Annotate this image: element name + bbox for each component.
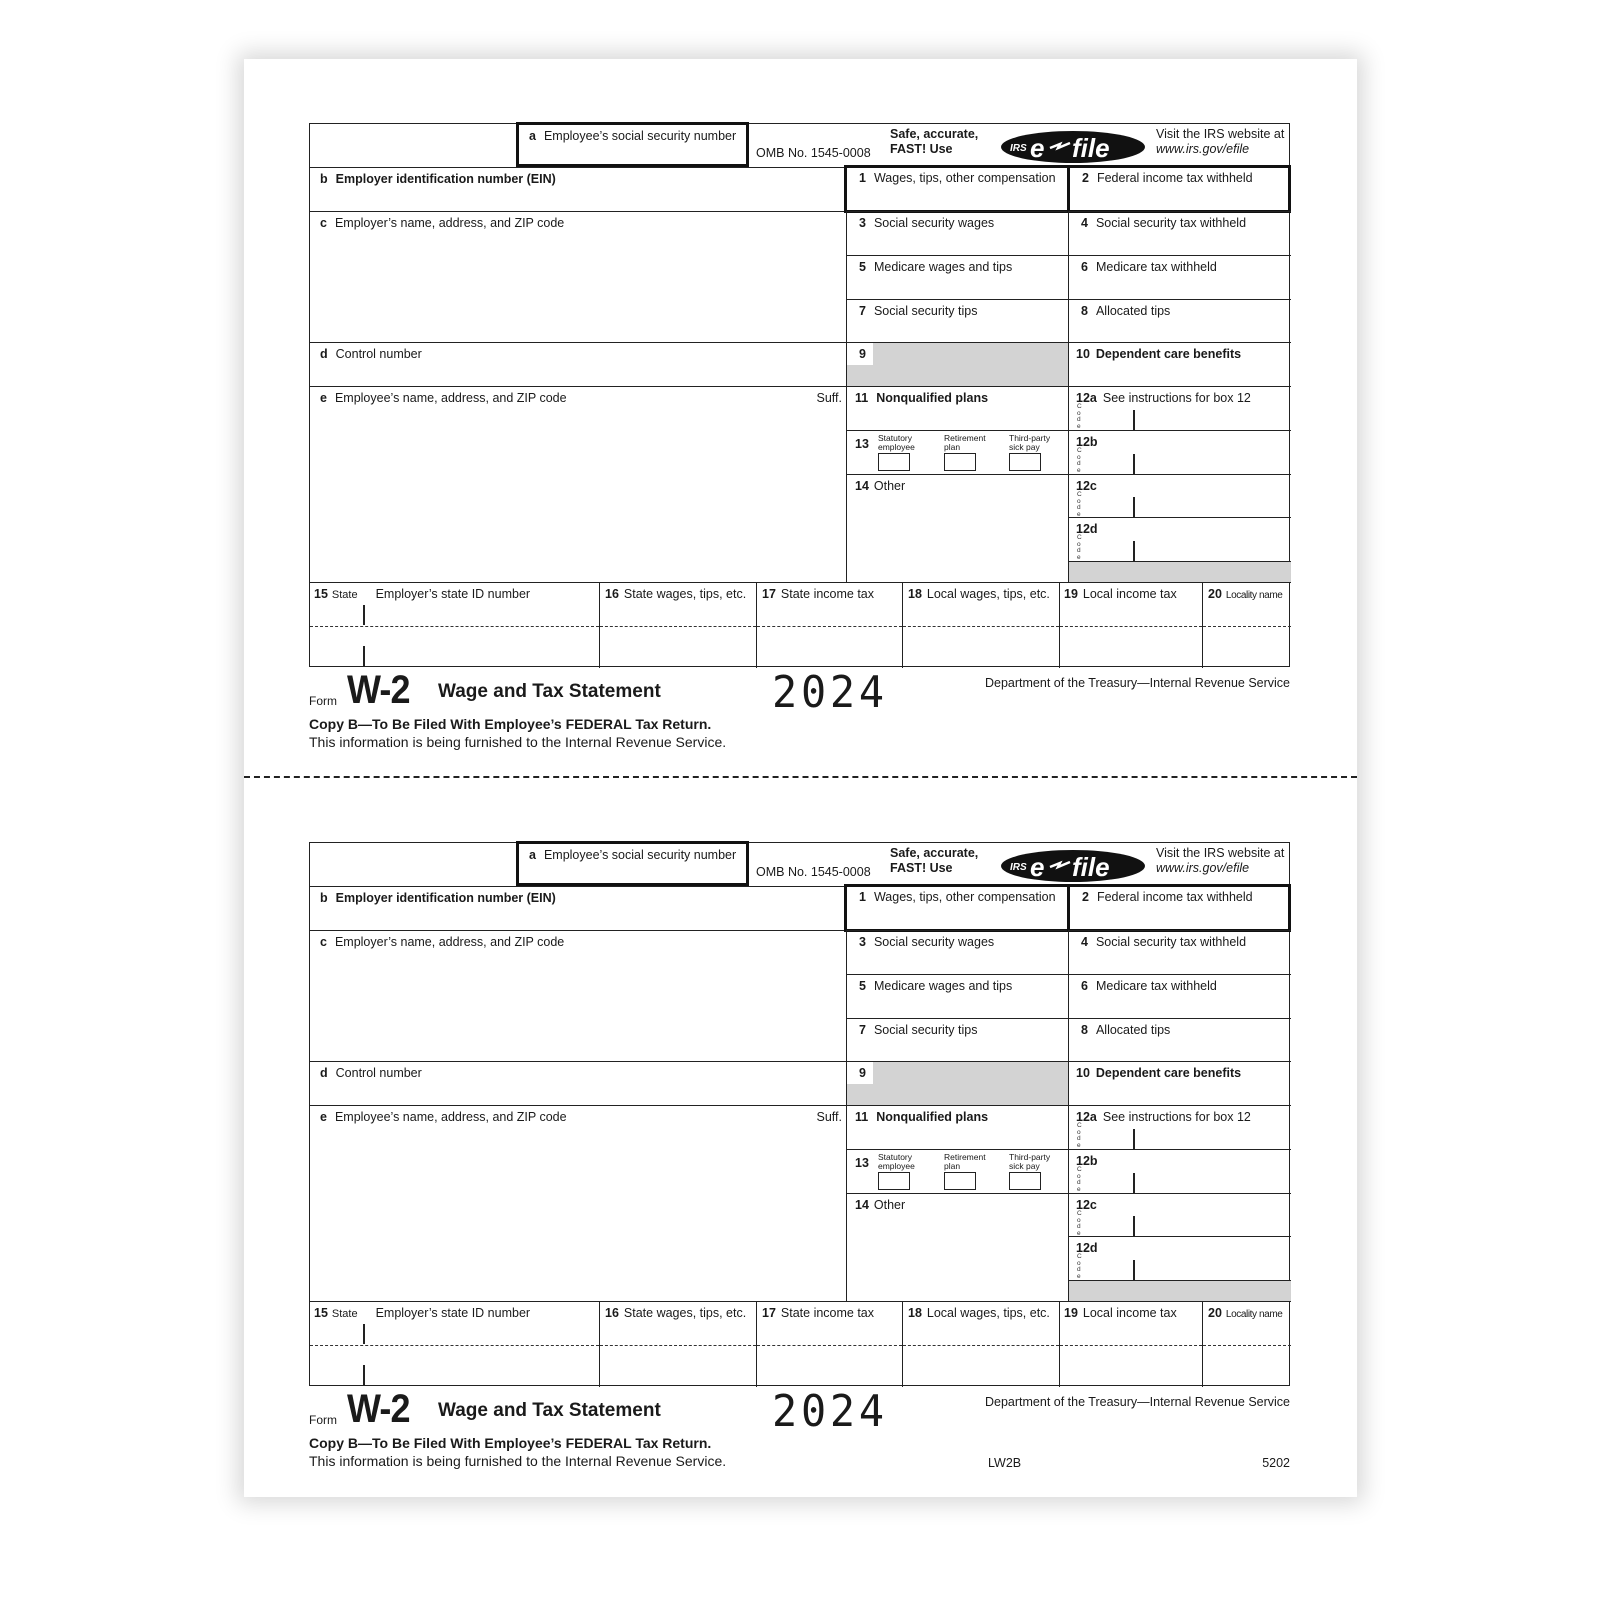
box-17-label: State income tax xyxy=(780,587,875,601)
box-number: 2 xyxy=(1082,890,1089,904)
box-18-local-wages[interactable] xyxy=(902,1301,1059,1387)
state-label: State xyxy=(331,589,358,601)
box-a-label: Employee’s social security number xyxy=(543,129,737,143)
svg-text:file: file xyxy=(1072,133,1110,163)
box-c-label: Employer’s name, address, and ZIP code xyxy=(334,216,565,230)
box-number: 12b xyxy=(1076,435,1098,449)
form-name-w2: W-2 xyxy=(347,668,410,712)
box-e-label: Employee’s name, address, and ZIP code xyxy=(334,1110,567,1124)
box-6-medicare-tax[interactable] xyxy=(1068,974,1291,1018)
row-separator xyxy=(757,626,902,627)
box-17-state-tax[interactable] xyxy=(756,582,902,668)
box-8-label: Allocated tips xyxy=(1095,1023,1171,1037)
box-4-ss-tax[interactable] xyxy=(1068,930,1291,974)
irs-visit-note xyxy=(1156,846,1284,876)
box-a-label: Employee’s social security number xyxy=(543,848,737,862)
box-19-local-tax[interactable] xyxy=(1059,1301,1202,1387)
box-2-federal-tax[interactable] xyxy=(1067,884,1291,932)
box-number: 9 xyxy=(859,347,866,361)
box-number: 3 xyxy=(859,216,866,230)
box-11-nonqualified[interactable] xyxy=(846,386,1068,430)
suffix-label: Suff. xyxy=(816,391,842,405)
box-number: 11 xyxy=(855,391,869,405)
box-1-wages[interactable] xyxy=(844,165,1070,213)
box-7-label: Social security tips xyxy=(873,1023,978,1037)
statutory-employee-checkbox[interactable] xyxy=(878,1172,910,1190)
box-number: 6 xyxy=(1081,260,1088,274)
copy-b-line: Copy B—To Be Filed With Employee’s FEDERAL Tax Return. xyxy=(309,716,712,732)
box-2-federal-tax[interactable] xyxy=(1067,165,1291,213)
box-number: 13 xyxy=(855,437,869,451)
box-9-reserved xyxy=(846,342,1068,386)
box-19-local-tax[interactable] xyxy=(1059,582,1202,668)
code-divider xyxy=(1133,497,1135,517)
box-11-label: Nonqualified plans xyxy=(876,391,989,405)
box-16-label: State wages, tips, etc. xyxy=(623,587,747,601)
box-18-label: Local wages, tips, etc. xyxy=(926,587,1050,601)
box-letter: a xyxy=(529,848,536,862)
code-divider xyxy=(1133,410,1135,430)
form-word: Form xyxy=(309,694,337,708)
box-19-label: Local income tax xyxy=(1082,587,1177,601)
row-separator xyxy=(757,1345,902,1346)
state-divider-1 xyxy=(363,605,365,625)
box-12a-label: See instructions for box 12 xyxy=(1102,391,1251,405)
tax-year: 2024 xyxy=(772,1386,888,1437)
box-number: 18 xyxy=(908,587,922,601)
box-letter: c xyxy=(320,935,327,949)
box-number: 19 xyxy=(1064,587,1078,601)
box-letter: e xyxy=(320,1110,327,1124)
info-line: This information is being furnished to the Internal Revenue Service. xyxy=(309,1453,727,1469)
code-label: C o d e xyxy=(1077,1166,1082,1193)
row-separator xyxy=(600,626,756,627)
svg-text:IRS: IRS xyxy=(1010,143,1027,154)
code-divider xyxy=(1133,1129,1135,1149)
efile-tagline-1: Safe, accurate, xyxy=(890,846,979,860)
tax-year: 2024 xyxy=(772,667,888,718)
box-number: 12a xyxy=(1076,391,1097,405)
efile-tagline-1: Safe, accurate, xyxy=(890,127,979,141)
box-12-shaded-area xyxy=(1068,561,1291,582)
box-number: 8 xyxy=(1081,1023,1088,1037)
box-number: 12a xyxy=(1076,1110,1097,1124)
box-16-label: State wages, tips, etc. xyxy=(623,1306,747,1320)
box-b-ein[interactable] xyxy=(310,167,846,211)
box-7-ss-tips[interactable] xyxy=(846,299,1068,342)
irs-visit-note xyxy=(1156,127,1284,157)
statutory-label: Statutory employee xyxy=(878,1152,915,1171)
box-number: 19 xyxy=(1064,1306,1078,1320)
box-4-label: Social security tax withheld xyxy=(1095,935,1247,949)
box-b-label: Employer identification number (EIN) xyxy=(335,172,556,186)
box-number: 7 xyxy=(859,1023,866,1037)
box-letter: d xyxy=(320,347,328,361)
box-18-local-wages[interactable] xyxy=(902,582,1059,668)
code-divider xyxy=(1133,1260,1135,1280)
box-13-checkboxes xyxy=(846,430,1068,474)
row-separator xyxy=(310,626,599,627)
box-c-employer-name[interactable] xyxy=(310,211,846,342)
code-divider xyxy=(1133,541,1135,561)
box-number: 7 xyxy=(859,304,866,318)
box-1-wages[interactable] xyxy=(844,884,1070,932)
box-e-employee-name[interactable] xyxy=(310,386,846,582)
irs-efile-logo-icon xyxy=(1000,130,1146,164)
box-number: 17 xyxy=(762,1306,776,1320)
efile-tagline-2: FAST! Use xyxy=(890,142,953,156)
statutory-label: Statutory employee xyxy=(878,433,915,452)
box-20-locality[interactable] xyxy=(1202,582,1291,668)
box-number: 3 xyxy=(859,935,866,949)
box-19-label: Local income tax xyxy=(1082,1306,1177,1320)
box-c-employer-name[interactable] xyxy=(310,930,846,1061)
svg-text:file: file xyxy=(1072,852,1110,882)
suffix-label: Suff. xyxy=(816,1110,842,1124)
box-letter: b xyxy=(320,891,328,905)
box-number: 18 xyxy=(908,1306,922,1320)
box-14-other[interactable] xyxy=(846,474,1068,582)
state-divider-1 xyxy=(363,1324,365,1344)
box-16-state-wages[interactable] xyxy=(599,582,756,668)
box-5-label: Medicare wages and tips xyxy=(873,979,1013,993)
box-letter: a xyxy=(529,129,536,143)
box-14-label: Other xyxy=(873,479,906,493)
retirement-label: Retirement plan xyxy=(944,433,986,452)
row-separator xyxy=(1203,1345,1291,1346)
box-3-ss-wages[interactable] xyxy=(846,930,1068,974)
box-3-label: Social security wages xyxy=(873,935,995,949)
box-17-label: State income tax xyxy=(780,1306,875,1320)
box-letter: c xyxy=(320,216,327,230)
box-12d[interactable] xyxy=(1068,517,1291,561)
box-b-label: Employer identification number (EIN) xyxy=(335,891,556,905)
retirement-label: Retirement plan xyxy=(944,1152,986,1171)
box-letter: e xyxy=(320,391,327,405)
box-c-label: Employer’s name, address, and ZIP code xyxy=(334,935,565,949)
box-15-label: Employer’s state ID number xyxy=(375,1306,531,1320)
box-letter: d xyxy=(320,1066,328,1080)
box-17-state-tax[interactable] xyxy=(756,1301,902,1387)
form-code-right: 5202 xyxy=(1262,1456,1290,1470)
box-5-label: Medicare wages and tips xyxy=(873,260,1013,274)
box-number: 4 xyxy=(1081,216,1088,230)
box-2-label: Federal income tax withheld xyxy=(1096,171,1253,185)
box-number: 16 xyxy=(605,1306,619,1320)
box-number: 2 xyxy=(1082,171,1089,185)
box-15-state[interactable] xyxy=(310,1301,599,1387)
row-separator xyxy=(600,1345,756,1346)
box-e-employee-name[interactable] xyxy=(310,1105,846,1301)
box-9-reserved xyxy=(846,1061,1068,1105)
box-1-label: Wages, tips, other compensation xyxy=(873,890,1056,904)
box-6-label: Medicare tax withheld xyxy=(1095,979,1217,993)
box-a-ssn[interactable] xyxy=(516,841,749,886)
box-3-ss-wages[interactable] xyxy=(846,211,1068,255)
code-label: C o d e xyxy=(1077,534,1082,561)
box-number: 17 xyxy=(762,587,776,601)
w2-copy-bottom xyxy=(309,842,1290,1477)
box-10-label: Dependent care benefits xyxy=(1095,347,1242,361)
box-e-label: Employee’s name, address, and ZIP code xyxy=(334,391,567,405)
box-15-state[interactable] xyxy=(310,582,599,668)
box-number: 15 xyxy=(314,587,328,601)
box-number: 12c xyxy=(1076,1198,1097,1212)
code-divider xyxy=(1133,454,1135,474)
code-label: C o d e xyxy=(1077,1210,1082,1237)
box-1-label: Wages, tips, other compensation xyxy=(873,171,1056,185)
box-10-dependent-care[interactable] xyxy=(1068,1061,1291,1105)
irs-efile-link[interactable]: www.irs.gov/efile xyxy=(1156,861,1250,875)
box-8-allocated-tips[interactable] xyxy=(1068,1018,1291,1061)
box-2-label: Federal income tax withheld xyxy=(1096,890,1253,904)
code-label: C o d e xyxy=(1077,491,1082,518)
box-number: 13 xyxy=(855,1156,869,1170)
w2-form-grid xyxy=(309,123,1290,667)
box-number: 6 xyxy=(1081,979,1088,993)
state-label: State xyxy=(331,1308,358,1320)
form-code-left: LW2B xyxy=(988,1456,1022,1470)
omb-number: OMB No. 1545-0008 xyxy=(756,865,871,879)
third-party-sick-pay-checkbox[interactable] xyxy=(1009,1172,1041,1190)
box-number: 12b xyxy=(1076,1154,1098,1168)
department-label: Department of the Treasury—Internal Revenue Service xyxy=(984,1395,1290,1409)
box-20-label: Locality name xyxy=(1225,590,1283,601)
box-5-medicare-wages[interactable] xyxy=(846,974,1068,1018)
svg-text:e: e xyxy=(1030,133,1045,163)
box-11-label: Nonqualified plans xyxy=(876,1110,989,1124)
box-number: 5 xyxy=(859,979,866,993)
box-d-label: Control number xyxy=(335,347,422,361)
form-title: Wage and Tax Statement xyxy=(438,681,661,702)
perforation-cut-line xyxy=(244,776,1357,778)
box-5-medicare-wages[interactable] xyxy=(846,255,1068,299)
box-b-ein[interactable] xyxy=(310,886,846,930)
w2-form-grid xyxy=(309,842,1290,1386)
box-number: 20 xyxy=(1208,1306,1222,1320)
efile-tagline xyxy=(890,846,978,876)
irs-efile-link[interactable]: www.irs.gov/efile xyxy=(1156,142,1250,156)
box-12b[interactable] xyxy=(1068,1149,1291,1193)
retirement-plan-checkbox[interactable] xyxy=(944,1172,976,1190)
box-12d[interactable] xyxy=(1068,1236,1291,1280)
code-label: C o d e xyxy=(1077,1253,1082,1280)
form-title: Wage and Tax Statement xyxy=(438,1400,661,1421)
box-20-locality[interactable] xyxy=(1202,1301,1291,1387)
info-line: This information is being furnished to the Internal Revenue Service. xyxy=(309,734,727,750)
efile-tagline-2: FAST! Use xyxy=(890,861,953,875)
copy-b-line: Copy B—To Be Filed With Employee’s FEDERAL Tax Return. xyxy=(309,1435,712,1451)
box-12-shaded-area xyxy=(1068,1280,1291,1301)
thirdparty-label: Third-party sick pay xyxy=(1009,1152,1051,1171)
box-number: 12d xyxy=(1076,1241,1098,1255)
box-8-allocated-tips[interactable] xyxy=(1068,299,1291,342)
state-divider-2 xyxy=(363,1365,365,1385)
box-20-label: Locality name xyxy=(1225,1309,1283,1320)
box-12b[interactable] xyxy=(1068,430,1291,474)
box-number: 4 xyxy=(1081,935,1088,949)
box-number: 10 xyxy=(1076,1066,1090,1080)
box-number: 15 xyxy=(314,1306,328,1320)
box-letter: b xyxy=(320,172,328,186)
box-6-label: Medicare tax withheld xyxy=(1095,260,1217,274)
code-divider xyxy=(1133,1216,1135,1236)
state-divider-2 xyxy=(363,646,365,666)
row-separator xyxy=(1060,1345,1202,1346)
box-18-label: Local wages, tips, etc. xyxy=(926,1306,1050,1320)
box-10-dependent-care[interactable] xyxy=(1068,342,1291,386)
box-14-other[interactable] xyxy=(846,1193,1068,1301)
box-number: 12d xyxy=(1076,522,1098,536)
box-16-state-wages[interactable] xyxy=(599,1301,756,1387)
box-3-label: Social security wages xyxy=(873,216,995,230)
box-number: 8 xyxy=(1081,304,1088,318)
box-number: 1 xyxy=(859,171,866,185)
box-number: 11 xyxy=(855,1110,869,1124)
box-number: 12c xyxy=(1076,479,1097,493)
department-label: Department of the Treasury—Internal Revenue Service xyxy=(984,676,1290,690)
code-label: C o d e xyxy=(1077,447,1082,474)
efile-tagline xyxy=(890,127,978,157)
box-d-control-number[interactable] xyxy=(310,342,846,386)
box-number: 14 xyxy=(855,479,869,493)
box-number: 1 xyxy=(859,890,866,904)
svg-text:e: e xyxy=(1030,852,1045,882)
form-name-w2: W-2 xyxy=(347,1387,410,1431)
code-divider xyxy=(1133,1173,1135,1193)
row-separator xyxy=(1203,626,1291,627)
box-12a[interactable] xyxy=(1068,1105,1291,1149)
box-number: 5 xyxy=(859,260,866,274)
code-label: C o d e xyxy=(1077,403,1082,430)
box-10-label: Dependent care benefits xyxy=(1095,1066,1242,1080)
box-12a-label: See instructions for box 12 xyxy=(1102,1110,1251,1124)
box-number: 14 xyxy=(855,1198,869,1212)
box-12c[interactable] xyxy=(1068,474,1291,517)
box-14-label: Other xyxy=(873,1198,906,1212)
w2-copy-top xyxy=(309,123,1290,758)
box-4-label: Social security tax withheld xyxy=(1095,216,1247,230)
box-15-label: Employer’s state ID number xyxy=(375,587,531,601)
box-number: 20 xyxy=(1208,587,1222,601)
box-number: 10 xyxy=(1076,347,1090,361)
form-word: Form xyxy=(309,1413,337,1427)
code-label: C o d e xyxy=(1077,1122,1082,1149)
box-number: 9 xyxy=(859,1066,866,1080)
statutory-employee-checkbox[interactable] xyxy=(878,453,910,471)
third-party-sick-pay-checkbox[interactable] xyxy=(1009,453,1041,471)
thirdparty-label: Third-party sick pay xyxy=(1009,433,1051,452)
irs-efile-logo-icon xyxy=(1000,849,1146,883)
box-4-ss-tax[interactable] xyxy=(1068,211,1291,255)
svg-text:IRS: IRS xyxy=(1010,862,1027,873)
omb-number: OMB No. 1545-0008 xyxy=(756,146,871,160)
box-12c[interactable] xyxy=(1068,1193,1291,1236)
box-a-ssn[interactable] xyxy=(516,122,749,167)
box-7-label: Social security tips xyxy=(873,304,978,318)
box-6-medicare-tax[interactable] xyxy=(1068,255,1291,299)
box-7-ss-tips[interactable] xyxy=(846,1018,1068,1061)
box-13-checkboxes xyxy=(846,1149,1068,1193)
box-number: 16 xyxy=(605,587,619,601)
box-12a[interactable] xyxy=(1068,386,1291,430)
box-11-nonqualified[interactable] xyxy=(846,1105,1068,1149)
row-separator xyxy=(903,1345,1059,1346)
visit-text: Visit the IRS website at xyxy=(1156,127,1285,141)
box-d-control-number[interactable] xyxy=(310,1061,846,1105)
box-8-label: Allocated tips xyxy=(1095,304,1171,318)
retirement-plan-checkbox[interactable] xyxy=(944,453,976,471)
row-separator xyxy=(310,1345,599,1346)
box-d-label: Control number xyxy=(335,1066,422,1080)
row-separator xyxy=(1060,626,1202,627)
row-separator xyxy=(903,626,1059,627)
visit-text: Visit the IRS website at xyxy=(1156,846,1285,860)
